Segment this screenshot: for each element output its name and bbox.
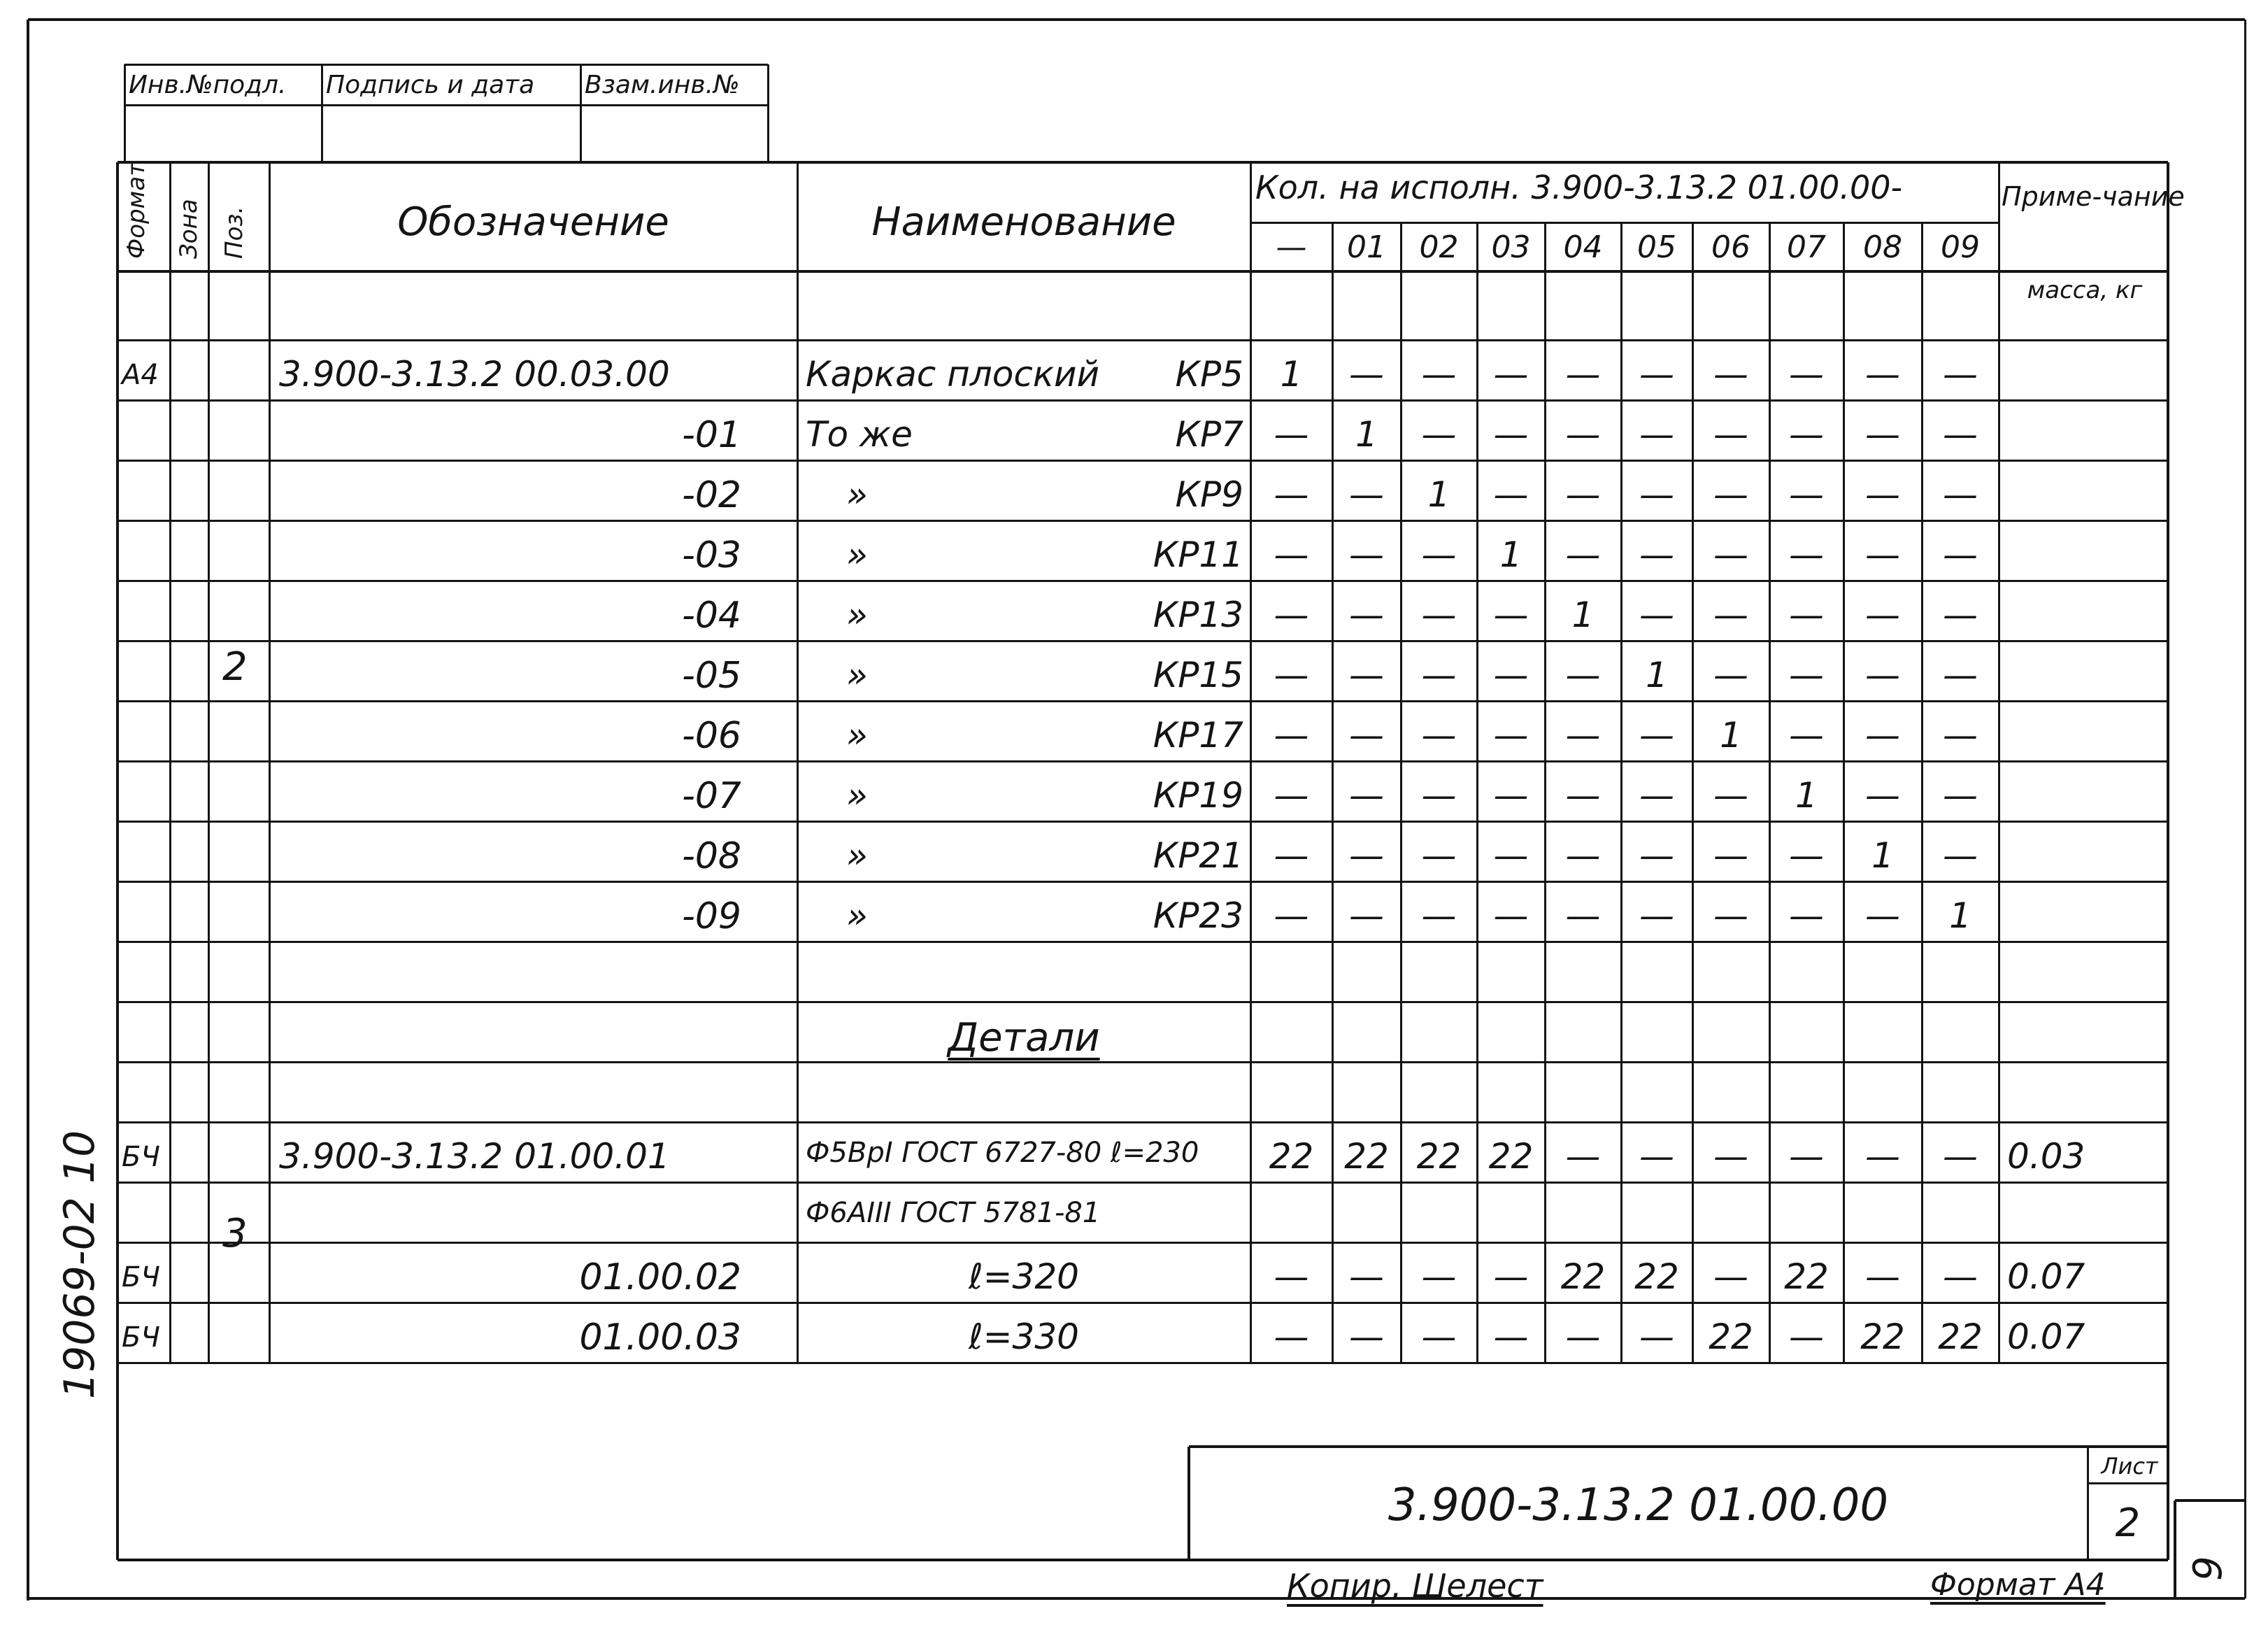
qty-cell: — xyxy=(1565,354,1601,395)
row-mark: КР21 xyxy=(1153,835,1243,876)
qty-cell: — xyxy=(1565,534,1601,575)
grid-line xyxy=(117,339,2168,341)
qty-cell: — xyxy=(1493,414,1529,455)
footer-copied: Копир. Шелест xyxy=(1287,1567,1543,1605)
qty-cell: — xyxy=(1639,775,1674,816)
qty-cell: — xyxy=(1565,1136,1601,1177)
exec-col-7: 07 xyxy=(1787,229,1826,265)
qty-cell: — xyxy=(1349,354,1384,395)
qty-cell: 1 xyxy=(1571,595,1595,635)
row-name: То же xyxy=(806,414,913,455)
qty-cell: — xyxy=(1274,534,1309,575)
qty-cell: — xyxy=(1713,1256,1748,1297)
qty-cell: — xyxy=(1713,414,1748,455)
row-name: Ф6АIII ГОСТ 5781-81 xyxy=(806,1197,1101,1229)
qty-cell: — xyxy=(1421,715,1457,755)
grid-line xyxy=(208,162,210,1363)
table-right xyxy=(2167,162,2169,1560)
row-note: 0.03 xyxy=(2007,1136,2085,1177)
qty-cell: — xyxy=(1713,1136,1748,1177)
qty-cell: — xyxy=(1943,414,1978,455)
row-format: БЧ xyxy=(122,1321,160,1354)
qty-cell: — xyxy=(1349,715,1384,755)
qty-cell: — xyxy=(1943,474,1978,515)
qty-cell: — xyxy=(1639,835,1674,876)
qty-cell: — xyxy=(1565,1317,1601,1357)
row-designation: -04 xyxy=(682,595,741,637)
stamp-vzam: Взам.инв.№ xyxy=(585,71,740,99)
table-bottom xyxy=(117,1559,2168,1561)
row-designation: -03 xyxy=(682,534,741,576)
qty-cell: — xyxy=(1421,1256,1457,1297)
sheet-number: 2 xyxy=(2115,1500,2141,1546)
row-designation: 3.900-3.13.2 00.03.00 xyxy=(279,354,670,395)
qty-cell: — xyxy=(1713,534,1748,575)
table-left xyxy=(116,162,119,1560)
row-name: » xyxy=(846,715,868,755)
qty-cell: — xyxy=(1639,354,1674,395)
header-designation: Обозначение xyxy=(397,199,669,245)
qty-cell: — xyxy=(1639,1317,1674,1357)
qty-cell: — xyxy=(1713,474,1748,515)
row-designation: -06 xyxy=(682,715,741,757)
qty-cell: — xyxy=(1865,775,1900,816)
row-mark: КР19 xyxy=(1153,775,1243,816)
qty-cell: 22 xyxy=(1938,1317,1983,1357)
grid-line xyxy=(117,1121,2168,1123)
exec-col-1: 01 xyxy=(1347,229,1386,265)
qty-cell: — xyxy=(1789,715,1824,755)
grid-line xyxy=(2174,1500,2176,1598)
qty-cell: — xyxy=(1421,775,1457,816)
qty-cell: — xyxy=(1865,474,1900,515)
qty-cell: — xyxy=(1639,1136,1674,1177)
row-name: Ф5ВрI ГОСТ 6727-80 ℓ=230 xyxy=(806,1137,1199,1169)
qty-cell: — xyxy=(1943,534,1978,575)
qty-cell: — xyxy=(1865,534,1900,575)
qty-cell: — xyxy=(1639,895,1674,936)
qty-cell: — xyxy=(1493,595,1529,635)
qty-cell: — xyxy=(1789,1317,1824,1357)
qty-cell: — xyxy=(1865,895,1900,936)
header-note: Приме-чание xyxy=(2002,181,2185,212)
grid-line xyxy=(117,700,2168,702)
grid-line xyxy=(117,1182,2168,1184)
row-name: » xyxy=(846,534,868,575)
qty-cell: — xyxy=(1789,474,1824,515)
qty-cell: — xyxy=(1493,775,1529,816)
qty-cell: — xyxy=(1421,835,1457,876)
grid-line xyxy=(124,104,768,106)
row-name: » xyxy=(846,655,868,695)
grid-line xyxy=(117,1001,2168,1003)
grid-line xyxy=(2175,1499,2245,1502)
qty-cell: — xyxy=(1865,414,1900,455)
stamp-top-line xyxy=(124,64,768,66)
grid-line xyxy=(117,399,2168,402)
row-designation: -07 xyxy=(682,775,741,817)
grid-line xyxy=(2088,1482,2168,1484)
grid-line xyxy=(767,64,769,162)
frame-bottom xyxy=(28,1597,2245,1600)
qty-cell: — xyxy=(1943,1256,1978,1297)
row-mark: КР15 xyxy=(1153,655,1243,695)
header-name: Наименование xyxy=(871,199,1176,245)
section-details-label: Детали xyxy=(948,1015,1100,1060)
qty-cell: — xyxy=(1865,1256,1900,1297)
qty-cell: — xyxy=(1865,1136,1900,1177)
qty-cell: — xyxy=(1274,1256,1309,1297)
grid-line xyxy=(2244,20,2246,1598)
qty-cell: — xyxy=(1713,595,1748,635)
frame-top xyxy=(28,18,2245,21)
qty-cell: — xyxy=(1865,354,1900,395)
row-name: » xyxy=(846,775,868,816)
qty-cell: — xyxy=(1789,835,1824,876)
stamp-inv: Инв.№подл. xyxy=(129,71,287,99)
qty-cell: — xyxy=(1493,655,1529,695)
row-mark: КР13 xyxy=(1153,595,1243,635)
row-mark: КР7 xyxy=(1175,414,1243,455)
exec-col-9: 09 xyxy=(1941,229,1980,265)
row-mark: КР23 xyxy=(1153,895,1243,936)
side-stamp: 19069-02 10 xyxy=(55,1130,104,1399)
grid-line xyxy=(117,580,2168,582)
qty-cell: — xyxy=(1713,895,1748,936)
qty-cell: — xyxy=(1349,1317,1384,1357)
qty-cell: 1 xyxy=(1280,354,1303,395)
qty-cell: — xyxy=(1789,354,1824,395)
row-mark: КР17 xyxy=(1153,715,1243,755)
qty-cell: — xyxy=(1639,715,1674,755)
frame-left xyxy=(27,20,29,1601)
qty-cell: — xyxy=(1565,775,1601,816)
grid-line xyxy=(117,1061,2168,1063)
exec-col-8: 08 xyxy=(1863,229,1902,265)
header-zone: Зона xyxy=(175,199,203,259)
grid-line xyxy=(580,64,582,162)
grid-line xyxy=(1998,162,2000,1363)
row-designation: -01 xyxy=(682,414,741,456)
qty-cell: — xyxy=(1493,1256,1529,1297)
row-designation: 01.00.03 xyxy=(579,1317,741,1358)
exec-col-5: 05 xyxy=(1637,229,1676,265)
exec-col-3: 03 xyxy=(1491,229,1531,265)
qty-cell: — xyxy=(1421,534,1457,575)
qty-cell: — xyxy=(1274,895,1309,936)
grid-line xyxy=(124,64,126,162)
footer-format: Формат А4 xyxy=(1930,1567,2106,1603)
qty-cell: — xyxy=(1274,474,1309,515)
qty-cell: 22 xyxy=(1784,1256,1829,1297)
qty-cell: 22 xyxy=(1269,1136,1314,1177)
grid-line xyxy=(1250,222,1999,224)
qty-cell: — xyxy=(1789,655,1824,695)
row-mark: КР11 xyxy=(1153,534,1243,575)
qty-cell: — xyxy=(1713,835,1748,876)
row-designation: 01.00.02 xyxy=(579,1256,741,1298)
qty-cell: — xyxy=(1565,655,1601,695)
qty-cell: — xyxy=(1274,715,1309,755)
stamp-sign: Подпись и дата xyxy=(326,71,535,99)
grid-line xyxy=(117,881,2168,883)
grid-line xyxy=(169,162,171,1363)
qty-cell: 22 xyxy=(1344,1136,1389,1177)
qty-cell: — xyxy=(1349,835,1384,876)
row-mark: КР5 xyxy=(1175,354,1243,395)
qty-cell: — xyxy=(1421,595,1457,635)
grid-line xyxy=(1250,162,1252,1363)
qty-cell: — xyxy=(1493,1317,1529,1357)
qty-cell: — xyxy=(1565,474,1601,515)
qty-cell: — xyxy=(1274,1317,1309,1357)
row-designation: -05 xyxy=(682,655,741,697)
qty-cell: — xyxy=(1421,655,1457,695)
qty-cell: — xyxy=(1421,354,1457,395)
qty-cell: — xyxy=(1943,715,1978,755)
row-format: БЧ xyxy=(122,1261,160,1293)
qty-cell: 1 xyxy=(1499,534,1522,575)
qty-cell: — xyxy=(1789,1136,1824,1177)
row-name: ℓ=330 xyxy=(969,1317,1079,1357)
row-name: » xyxy=(846,895,868,936)
qty-cell: 1 xyxy=(1949,895,1971,936)
row-name: » xyxy=(846,595,868,635)
qty-cell: — xyxy=(1565,715,1601,755)
exec-col-0: — xyxy=(1276,229,1307,265)
qty-cell: 1 xyxy=(1871,835,1894,876)
qty-cell: — xyxy=(1943,655,1978,695)
header-bottom xyxy=(117,270,2168,273)
qty-cell: — xyxy=(1639,595,1674,635)
qty-cell: — xyxy=(1565,414,1601,455)
qty-cell: 22 xyxy=(1634,1256,1679,1297)
qty-cell: — xyxy=(1274,835,1309,876)
qty-cell: — xyxy=(1789,414,1824,455)
qty-cell: — xyxy=(1349,534,1384,575)
qty-cell: 22 xyxy=(1709,1317,1753,1357)
row-format: А4 xyxy=(122,359,159,391)
row-note: 0.07 xyxy=(2007,1256,2085,1297)
qty-cell: 1 xyxy=(1720,715,1742,755)
mass-label: масса, кг xyxy=(2027,276,2143,304)
grid-line xyxy=(117,1302,2168,1304)
qty-cell: — xyxy=(1274,414,1309,455)
qty-cell: — xyxy=(1943,835,1978,876)
grid-line xyxy=(117,460,2168,462)
qty-cell: — xyxy=(1493,715,1529,755)
qty-cell: — xyxy=(1349,474,1384,515)
exec-col-2: 02 xyxy=(1419,229,1459,265)
exec-col-4: 04 xyxy=(1563,229,1603,265)
qty-cell: — xyxy=(1349,595,1384,635)
qty-cell: — xyxy=(1943,354,1978,395)
qty-cell: — xyxy=(1493,895,1529,936)
row-designation: -09 xyxy=(682,895,741,937)
qty-cell: — xyxy=(1493,835,1529,876)
qty-cell: — xyxy=(1713,354,1748,395)
row-name: Каркас плоский xyxy=(806,354,1100,395)
row-designation: 3.900-3.13.2 01.00.01 xyxy=(279,1136,670,1177)
qty-cell: — xyxy=(1421,414,1457,455)
qty-cell: 1 xyxy=(1795,775,1818,816)
header-format: Формат xyxy=(122,162,150,259)
qty-cell: — xyxy=(1865,595,1900,635)
grid-line xyxy=(797,162,799,1363)
qty-cell: — xyxy=(1274,655,1309,695)
grid-line xyxy=(117,640,2168,642)
qty-cell: 22 xyxy=(1860,1317,1905,1357)
qty-cell: — xyxy=(1349,775,1384,816)
header-qty: Кол. на испoлн. 3.900-3.13.2 01.00.00- xyxy=(1255,169,1903,206)
pos-assemblies: 2 xyxy=(222,644,248,690)
grid-line xyxy=(117,520,2168,522)
qty-cell: — xyxy=(1565,895,1601,936)
qty-cell: — xyxy=(1274,595,1309,635)
row-designation: -08 xyxy=(682,835,741,877)
qty-cell: — xyxy=(1713,655,1748,695)
qty-cell: 1 xyxy=(1355,414,1378,455)
exec-col-6: 06 xyxy=(1711,229,1750,265)
header-pos: Поз. xyxy=(220,206,248,259)
qty-cell: — xyxy=(1639,414,1674,455)
qty-cell: — xyxy=(1789,534,1824,575)
qty-cell: — xyxy=(1349,895,1384,936)
grid-line xyxy=(269,162,271,1363)
grid-line xyxy=(321,64,323,162)
qty-cell: 22 xyxy=(1416,1136,1462,1177)
qty-cell: — xyxy=(1421,895,1457,936)
qty-cell: — xyxy=(1421,1317,1457,1357)
qty-cell: — xyxy=(1943,1136,1978,1177)
side-page-number: 9 xyxy=(2185,1556,2231,1581)
qty-cell: 22 xyxy=(1488,1136,1534,1177)
title-block-top xyxy=(1189,1445,2168,1448)
grid-line xyxy=(117,941,2168,943)
row-name: » xyxy=(846,474,868,515)
row-name: » xyxy=(846,835,868,876)
row-note: 0.07 xyxy=(2007,1317,2085,1357)
row-format: БЧ xyxy=(122,1141,160,1173)
grid-line xyxy=(117,760,2168,762)
qty-cell: — xyxy=(1639,474,1674,515)
qty-cell: 22 xyxy=(1560,1256,1606,1297)
table-top xyxy=(117,161,2168,164)
qty-cell: 1 xyxy=(1427,474,1450,515)
grid-line xyxy=(117,1242,2168,1244)
qty-cell: — xyxy=(1713,775,1748,816)
qty-cell: — xyxy=(1349,1256,1384,1297)
qty-cell: — xyxy=(1943,775,1978,816)
qty-cell: — xyxy=(1865,655,1900,695)
row-mark: КР9 xyxy=(1175,474,1243,515)
pos-details: 3 xyxy=(222,1211,248,1256)
qty-cell: — xyxy=(1349,655,1384,695)
qty-cell: — xyxy=(1789,595,1824,635)
row-designation: -02 xyxy=(682,474,741,516)
grid-line xyxy=(117,821,2168,823)
doc-code: 3.900-3.13.2 01.00.00 xyxy=(1388,1480,1889,1531)
qty-cell: — xyxy=(1565,835,1601,876)
qty-cell: 1 xyxy=(1646,655,1668,695)
grid-line xyxy=(117,1362,2168,1364)
row-name: ℓ=320 xyxy=(969,1256,1079,1297)
qty-cell: — xyxy=(1493,474,1529,515)
qty-cell: — xyxy=(1789,895,1824,936)
qty-cell: — xyxy=(1493,354,1529,395)
qty-cell: — xyxy=(1865,715,1900,755)
qty-cell: — xyxy=(1943,595,1978,635)
sheet-label: Лист xyxy=(2101,1453,2158,1480)
qty-cell: — xyxy=(1274,775,1309,816)
qty-cell: — xyxy=(1639,534,1674,575)
